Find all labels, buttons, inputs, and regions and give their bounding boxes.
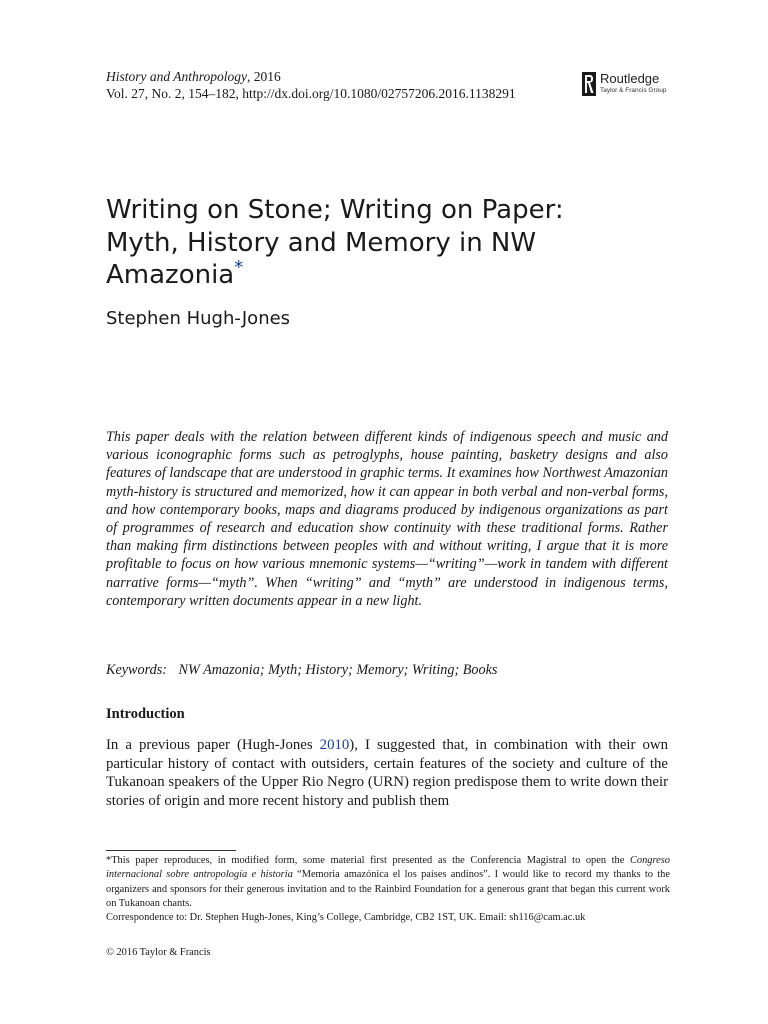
journal-year: , 2016 (247, 69, 281, 84)
journal-citation: Vol. 27, No. 2, 154–182, http://dx.doi.org/10.1080/02757206.2016.1138291 (106, 86, 516, 101)
intro-text-before: In a previous paper (Hugh-Jones (106, 737, 320, 753)
footnote-text (106, 854, 670, 911)
journal-title-line (106, 68, 516, 85)
footnote-part2: “Memoria amazónica el los paises andinos”. I would like to record my thanks to the organizers and sponsors for their generous invitation and to the Rainbird Foundation for a generous grant that began this current work on Tukanoan chants. (106, 869, 670, 909)
journal-header (106, 68, 516, 102)
title-footnote-link[interactable]: * (234, 257, 244, 278)
title-line-3-text: Amazonia (106, 260, 235, 290)
section-heading: Introduction (106, 706, 185, 722)
article-title (106, 194, 706, 292)
footnote-italic: Congreso internacional sobre antropología e historia (106, 855, 670, 881)
citation-link[interactable]: 2010 (319, 737, 350, 753)
footnote-part1: *This paper reproduces, in modified form, some material first presented as the Conferencia Magistral to open the (106, 855, 630, 866)
routledge-r-logo-icon (582, 72, 596, 96)
publisher-group: Taylor & Francis Group (600, 87, 667, 94)
keywords (106, 662, 668, 679)
intro-text-after: ), I suggested that, in combination with their own particular history of contact with outsiders, certain features of the society and culture of the Tukanoan speakers of the Upper Rio Negro (URN) region predispose them to write down their stories of origin and more recent history and publish them (106, 737, 668, 810)
abstract (106, 428, 668, 610)
keywords-list: NW Amazonia; Myth; History; Memory; Writing; Books (178, 662, 498, 678)
copyright: © 2016 Taylor & Francis (106, 947, 211, 958)
title-line-3 (106, 259, 706, 292)
title-line-1: Writing on Stone; Writing on Paper: (106, 195, 564, 225)
journal-name: History and Anthropology (106, 69, 247, 84)
publisher-logo (582, 72, 682, 98)
title-line-2: Myth, History and Memory in NW (106, 227, 537, 258)
introduction-paragraph (106, 736, 668, 811)
footnote-divider (106, 850, 236, 851)
correspondence: Correspondence to: Dr. Stephen Hugh-Jones, King’s College, Cambridge, CB2 1ST, UK. Email: sh116@cam.ac.uk (106, 912, 586, 924)
publisher-name: Routledge (600, 71, 660, 86)
abstract-text: This paper deals with the relation between different kinds of indigenous speech and music and various iconographic forms such as petroglyphs, house painting, basketry designs and also features of landscape that are understood in graphic terms. It examines how Northwest Amazonian myth-history is structured and memorized, how it can appear in both verbal and non-verbal forms, and how contemporary books, maps and diagrams produced by indigenous organizations as part of programmes of research and education show continuity with these traditional forms. Rather than making firm distinctions between peoples with and without writing, I argue that it is more profitable to focus on how various mnemonic systems—“writing”—work in tandem with different narrative forms—“myth”. When “writing” and “myth” are understood in indigenous terms, contemporary written documents appear in a new light. (106, 429, 668, 609)
footnote (106, 854, 670, 925)
keywords-label: Keywords: (106, 662, 167, 678)
author-name[interactable]: Stephen Hugh-Jones (106, 308, 291, 329)
